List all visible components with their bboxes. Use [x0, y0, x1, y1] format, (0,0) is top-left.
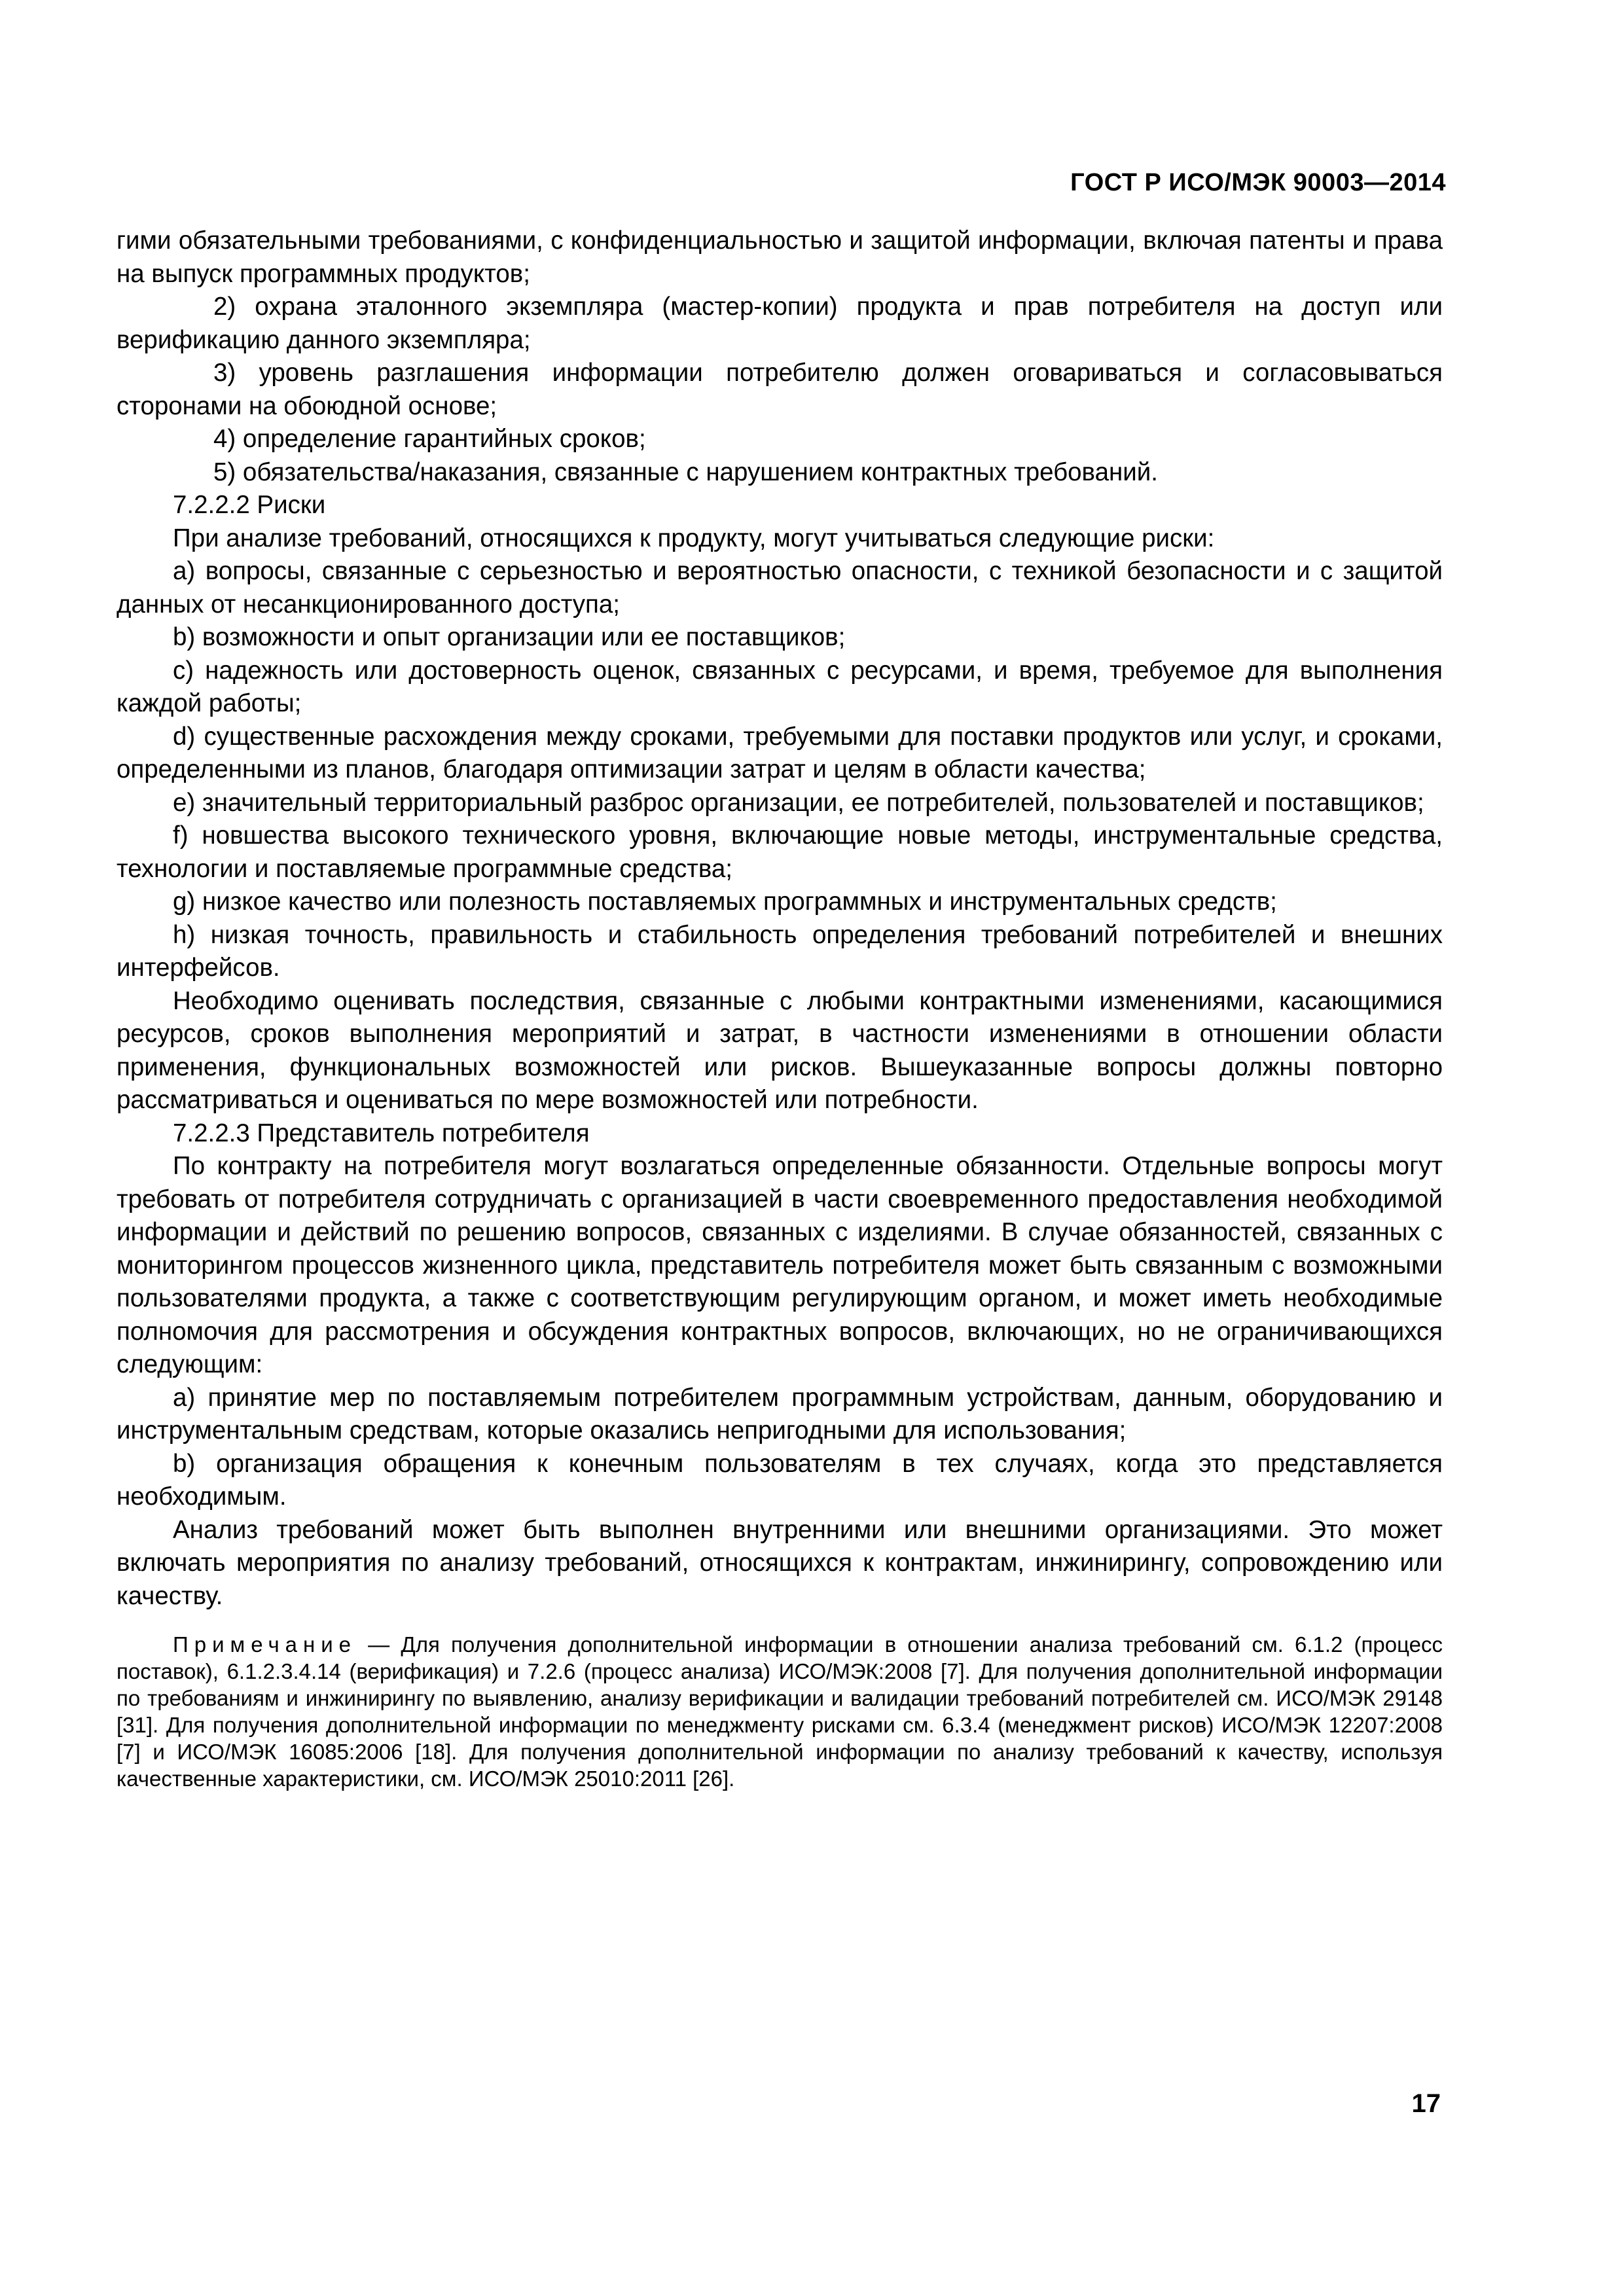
note-text: — Для получения дополнительной информации в отношении анализа требований см. 6.1.2 (процесс поставок), 6.1.2.3.4.14 (верификация) и 7.2.6 (процесс анализа) ИСО/МЭК:2008 [7]. Для получения дополнительной информации по требованиям и инжинирингу по выявлению, анализу верификации и валидации требований потребителей см. ИСО/МЭК 29148 [31]. Для получения дополнительной информации по менеджменту рисками см. 6.3.4 (менеджмент рисков) ИСО/МЭК 12207:2008 [7] и ИСО/МЭК 16085:2006 [18]. Для получения дополнительной информации по анализу требований к качеству, используя качественные характеристики, см. ИСО/МЭК 25010:2011 [26].: [117, 1632, 1443, 1791]
paragraph-requirements-analysis: Анализ требований может быть выполнен внутренними или внешними организациями. Это может включать мероприятия по анализу требований, относящихся к контрактам, инжинирингу, сопровождению или качеству.: [117, 1515, 1443, 1610]
list-item-a: a) вопросы, связанные с серьезностью и вероятностью опасности, с техникой безопасности и с защитой данных от несанкционированного доступа;: [117, 557, 1443, 619]
list-item-e: e) значительный территориальный разброс организации, ее потребителей, пользователей и поставщиков;: [173, 788, 1424, 817]
paragraph-continuation: гими обязательными требованиями, с конфиденциальностью и защитой информации, включая патенты и права на выпуск программных продуктов;: [117, 226, 1443, 288]
list-item-b: b) возможности и опыт организации или ее поставщиков;: [173, 623, 846, 651]
list-item-d: d) существенные расхождения между сроками, требуемыми для поставки продуктов или услуг, и сроками, определенными из планов, благодаря оптимизации затрат и целям в области качества;: [117, 722, 1443, 783]
section-heading-customer-representative: 7.2.2.3 Представитель потребителя: [173, 1119, 590, 1147]
list-item-h: h) низкая точность, правильность и стабильность определения требований потребителей и внешних интерфейсов.: [117, 920, 1443, 982]
section-heading-risks: 7.2.2.2 Риски: [173, 491, 326, 519]
paragraph-risks-intro: При анализе требований, относящихся к продукту, могут учитываться следующие риски:: [173, 524, 1215, 552]
note-label: Примечание: [173, 1632, 357, 1657]
list-item-4: 4) определение гарантийных сроков;: [213, 425, 646, 453]
document-code-header: ГОСТ Р ИСО/МЭК 90003—2014: [1070, 169, 1446, 196]
list-item-5: 5) обязательства/наказания, связанные с нарушением контрактных требований.: [213, 457, 1158, 486]
note-block: [117, 1631, 1443, 1792]
paragraph-consequences: Необходимо оценивать последствия, связанные с любыми контрактными изменениями, касающимися ресурсов, сроков выполнения мероприятий и затрат, в частности изменениями в отношении области применения, функциональных возможностей или рисков. Вышеуказанные вопросы должны повторно рассматриваться и оцениваться по мере возможностей или потребности.: [117, 986, 1443, 1114]
list-item-c: c) надежность или достоверность оценок, связанных с ресурсами, и время, требуемое для выполнения каждой работы;: [117, 656, 1443, 717]
list-item-2: 2) охрана эталонного экземпляра (мастер-копии) продукта и прав потребителя на доступ или верификацию данного экземпляра;: [117, 293, 1443, 354]
list-item-g: g) низкое качество или полезность поставляемых программных и инструментальных средств;: [173, 888, 1277, 916]
list-item-3: 3) уровень разглашения информации потребителю должен оговариваться и согласовываться сторонами на обоюдной основе;: [117, 359, 1443, 420]
page-number: 17: [1411, 2089, 1441, 2118]
list-item-f: f) новшества высокого технического уровня, включающие новые методы, инструментальные средства, технологии и поставляемые программные средства;: [117, 821, 1443, 883]
paragraph-contract-duties: По контракту на потребителя могут возлагаться определенные обязанности. Отдельные вопросы могут требовать от потребителя сотрудничать с организацией в части своевременного предоставления необходимой информации и действий по решению вопросов, связанных с изделиями. В случае обязанностей, связанных с мониторингом процессов жизненного цикла, представитель потребителя может быть связанным с возможными пользователями продукта, а также с соответствующим регулирующим органом, и может иметь необходимые полномочия для рассмотрения и обсуждения контрактных вопросов, включающих, но не ограничивающихся следующим:: [117, 1152, 1443, 1378]
list-item-b-end-users: b) организация обращения к конечным пользователям в тех случаях, когда это представляется необходимым.: [117, 1449, 1443, 1511]
document-body: [117, 224, 1443, 1792]
list-item-a-measures: a) принятие мер по поставляемым потребителем программным устройствам, данным, оборудованию и инструментальным средствам, которые оказались непригодными для использования;: [117, 1383, 1443, 1444]
